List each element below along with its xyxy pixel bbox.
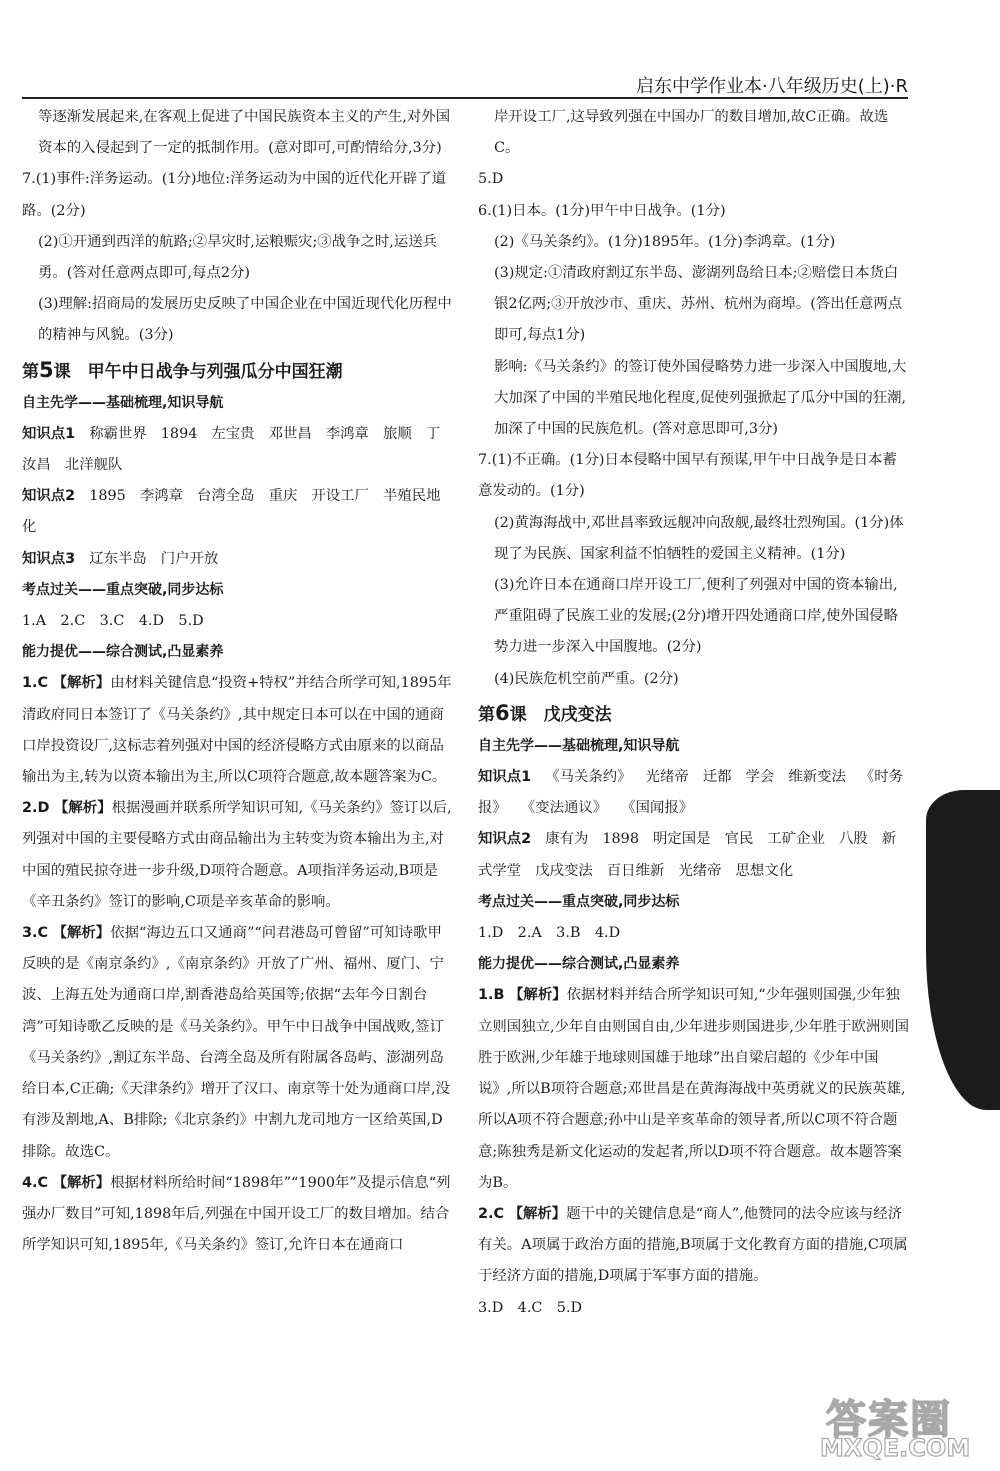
watermark-text: 答案圈 <box>826 1397 952 1443</box>
question-7-part-3: (3)允许日本在通商口岸开设工厂,便利了列强对中国的资本输出,严重阻碍了民族工业的发展;(2分)增开四处通商口岸,使外国侵略势力进一步深入中国腹地。(2分) <box>494 577 898 656</box>
section-self-study: 自主先学——基础梳理,知识导航 <box>478 737 680 754</box>
right-column <box>478 102 910 1324</box>
choice-answers: 1.D 2.A 3.B 4.D <box>478 925 621 942</box>
choice-answers: 1.A 2.C 3.C 4.D 5.D <box>22 613 204 630</box>
page-header <box>22 72 908 98</box>
section-checkpoint: 考点过关——重点突破,同步达标 <box>478 893 680 910</box>
header-rule <box>22 97 908 99</box>
question-7-part-3: (3)理解:招商局的发展历史反映了中国企业在中国近现代化历程中的精神与风貌。(3分) <box>38 296 452 344</box>
lesson-6-title: 第6课 戊戌变法 <box>478 700 612 725</box>
watermark-url: MXQE.COM <box>820 1434 971 1462</box>
question-7-part-4: (4)民族危机空前严重。(2分) <box>494 670 679 687</box>
left-column <box>22 102 452 1261</box>
section-checkpoint: 考点过关——重点突破,同步达标 <box>22 581 224 598</box>
question-6-part-3: (3)规定:①清政府割辽东半岛、澎湖列岛给日本;②赔偿日本货白银2亿两;③开放沙市、重庆、苏州、杭州为商埠。(答出任意两点即可,每点1分) <box>494 265 903 344</box>
analysis-1: 1.B 【解析】依据材料并结合所学知识可知,“少年强则国强,少年独立则国独立,少年自由则国自由,少年进步则国进步,少年胜于欧洲则国胜于欧洲,少年雄于地球则国雄于地球”出自梁启超的《少年中国说》,所以B项符合题意;邓世昌是在黄海海战中英勇就义的民族英雄,所以A项不符合题意;孙中山是辛亥革命的领导者,所以C项不符合题意;陈独秀是新文化运动的发起者,所以D项不符合题意。故本题答案为B。 <box>478 987 910 1191</box>
continued-paragraph: 岸开设工厂,这导致列强在中国办厂的数目增加,故C正确。故选C。 <box>494 109 889 157</box>
knowledge-point-2: 知识点2 康有为 1898 明定国是 官民 工矿企业 八股 新式学堂 戊戌变法 百日维新 光绪帝 思想文化 <box>478 831 897 879</box>
question-6-part-1: 6.(1)日本。(1分)甲午中日战争。(1分) <box>478 202 726 219</box>
knowledge-point-1: 知识点1 《马关条约》 光绪帝 迁都 学会 维新变法 《时务报》 《变法通议》 《国闻报》 <box>478 769 904 817</box>
analysis-2: 2.D 【解析】根据漫画并联系所学知识可知,《马关条约》签订以后,列强对中国的主要侵略方式由商品输出为主转变为资本输出为主,对中国的殖民掠夺进一步升级,D项符合题意。A项指洋务运动,B项是《辛丑条约》签订的影响,C项是辛亥革命的影响。 <box>22 800 452 910</box>
book-title: 启东中学作业本·八年级历史(上)·R <box>636 76 908 97</box>
lesson-5-title: 第5课 甲午中日战争与列强瓜分中国狂潮 <box>22 357 343 382</box>
section-ability: 能力提优——综合测试,凸显素养 <box>22 644 224 661</box>
question-7-part-1: 7.(1)事件:洋务运动。(1分)地位:洋务运动为中国的近代化开辟了道路。(2分) <box>22 171 446 219</box>
question-7-part-2: (2)①开通到西洋的航路;②旱灾时,运粮赈灾;③战争之时,运送兵勇。(答对任意两点即可,每点2分) <box>38 233 437 282</box>
knowledge-point-1: 知识点1 称霸世界 1894 左宝贵 邓世昌 李鸿章 旅顺 丁汝昌 北洋舰队 <box>22 425 441 474</box>
knowledge-point-3: 知识点3 辽东半岛 门户开放 <box>22 550 219 567</box>
analysis-1: 1.C 【解析】由材料关键信息“投资+特权”并结合所学可知,1895年清政府同日本签订了《马关条约》,其中规定日本可以在中国的通商口岸投资设厂,这标志着列强对中国的经济侵略方式由原来的以商品输出为主,转为以资本输出为主,所以C项符合题意,故本题答案为C。 <box>22 675 452 786</box>
question-7-part-2: (2)黄海海战中,邓世昌率致远舰冲向敌舰,最终壮烈殉国。(1分)体现了为民族、国家利益不怕牺牲的爱国主义精神。(1分) <box>494 514 904 562</box>
final-answers: 3.D 4.C 5.D <box>478 1299 583 1316</box>
knowledge-point-2: 知识点2 1895 李鸿章 台湾全岛 重庆 开设工厂 半殖民地化 <box>22 488 441 536</box>
analysis-4: 4.C 【解析】根据材料所给时间“1898年”“1900年”及提示信息“列强办厂数目”可知,1898年后,列强在中国开设工厂的数目增加。结合所学知识可知,1895年,《马关条约》签订,允许日本在通商口 <box>22 1174 451 1254</box>
watermark-logo <box>760 1388 990 1468</box>
section-self-study: 自主先学——基础梳理,知识导航 <box>22 394 224 411</box>
analysis-2: 2.C 【解析】题干中的关键信息是“商人”,他赞同的法令应该与经济有关。A项属于政治方面的措施,B项属于文化教育方面的措施,C项属于经济方面的措施,D项属于军事方面的措施。 <box>478 1205 908 1285</box>
section-ability: 能力提优——综合测试,凸显素养 <box>478 956 680 973</box>
question-6-impact: 影响:《马关条约》的签订使外国侵略势力进一步深入中国腹地,大大加深了中国的半殖民地化程度,促使列强掀起了瓜分中国的狂潮,加深了中国的民族危机。(答对意思即可,3分) <box>494 358 907 438</box>
question-6-part-2: (2)《马关条约》。(1分)1895年。(1分)李鸿章。(1分) <box>494 233 836 250</box>
question-5-answer: 5.D <box>478 171 504 188</box>
scan-edge-shadow <box>926 790 1000 1110</box>
question-7-part-1: 7.(1)不正确。(1分)日本侵略中国早有预谋,甲午中日战争是日本蓄意发动的。(1分) <box>478 452 897 500</box>
analysis-3: 3.C 【解析】依据“海边五口又通商”“问君港岛可曾留”可知诗歌甲反映的是《南京条约》,《南京条约》开放了广州、福州、厦门、宁波、上海五处为通商口岸,割香港岛给英国等;依据“去年今日割台湾”可知诗歌乙反映的是《马关条约》。甲午中日战争中国战败,签订《马关条约》,割辽东半岛、台湾全岛及所有附属各岛屿、澎湖列岛给日本,C正确;《天津条约》增开了汉口、南京等十处为通商口岸,没有涉及割地,A、B排除;《北京条约》中割九龙司地方一区给英国,D排除。故选C。 <box>22 925 450 1160</box>
continued-paragraph: 等逐渐发展起来,在客观上促进了中国民族资本主义的产生,对外国资本的入侵起到了一定的抵制作用。(意对即可,可酌情给分,3分) <box>38 109 451 157</box>
